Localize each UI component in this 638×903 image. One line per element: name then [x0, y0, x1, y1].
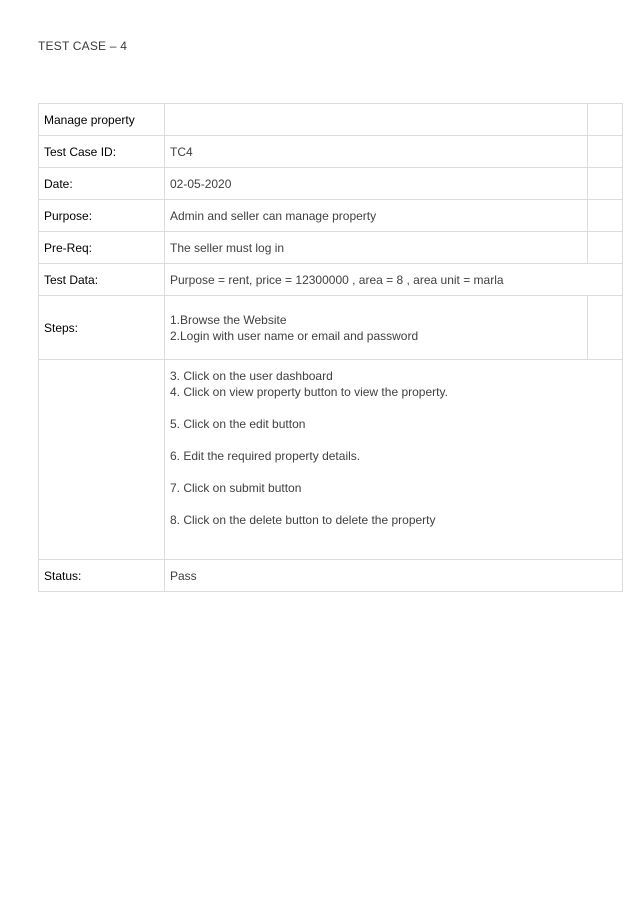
row-steps	[39, 296, 623, 360]
step-line: 3. Click on the user dashboard	[170, 369, 333, 383]
step-line: 8. Click on the delete button to delete the property	[170, 513, 436, 527]
status-value: Pass	[165, 560, 623, 592]
test-data-label: Test Data:	[39, 264, 165, 296]
purpose-label: Purpose:	[39, 200, 165, 232]
row-test-case-id	[39, 136, 623, 168]
extra-cell	[588, 232, 623, 264]
step-line: 7. Click on submit button	[170, 481, 302, 495]
row-steps-continued	[39, 360, 623, 560]
extra-cell	[588, 104, 623, 136]
test-case-table	[38, 103, 623, 592]
row-date	[39, 168, 623, 200]
page-heading: TEST CASE – 4	[38, 39, 128, 53]
extra-cell	[588, 296, 623, 360]
prereq-label: Pre-Req:	[39, 232, 165, 264]
test-data-value: Purpose = rent, price = 12300000 , area = 8 , area unit = marla	[165, 264, 623, 296]
step-line: 1.Browse the Website	[170, 312, 287, 327]
date-value: 02-05-2020	[165, 168, 588, 200]
step-line: 4. Click on view property button to view the property.	[170, 385, 448, 399]
row-manage-property	[39, 104, 623, 136]
steps-value	[165, 296, 588, 360]
purpose-value: Admin and seller can manage property	[165, 200, 588, 232]
manage-property-value	[165, 104, 588, 136]
extra-cell	[588, 200, 623, 232]
step-line: 5. Click on the edit button	[170, 417, 306, 431]
prereq-value: The seller must log in	[165, 232, 588, 264]
row-purpose	[39, 200, 623, 232]
manage-property-label: Manage property	[39, 104, 165, 136]
steps-continued-value	[165, 360, 623, 560]
row-test-data	[39, 264, 623, 296]
step-line: 6. Edit the required property details.	[170, 449, 361, 463]
row-prereq	[39, 232, 623, 264]
row-status	[39, 560, 623, 592]
extra-cell	[588, 168, 623, 200]
date-label: Date:	[39, 168, 165, 200]
test-case-id-label: Test Case ID:	[39, 136, 165, 168]
steps-label: Steps:	[39, 296, 165, 360]
empty-label-cell	[39, 360, 165, 560]
test-case-id-value: TC4	[165, 136, 588, 168]
step-line: 2.Login with user name or email and password	[170, 328, 419, 343]
extra-cell	[588, 136, 623, 168]
status-label: Status:	[39, 560, 165, 592]
